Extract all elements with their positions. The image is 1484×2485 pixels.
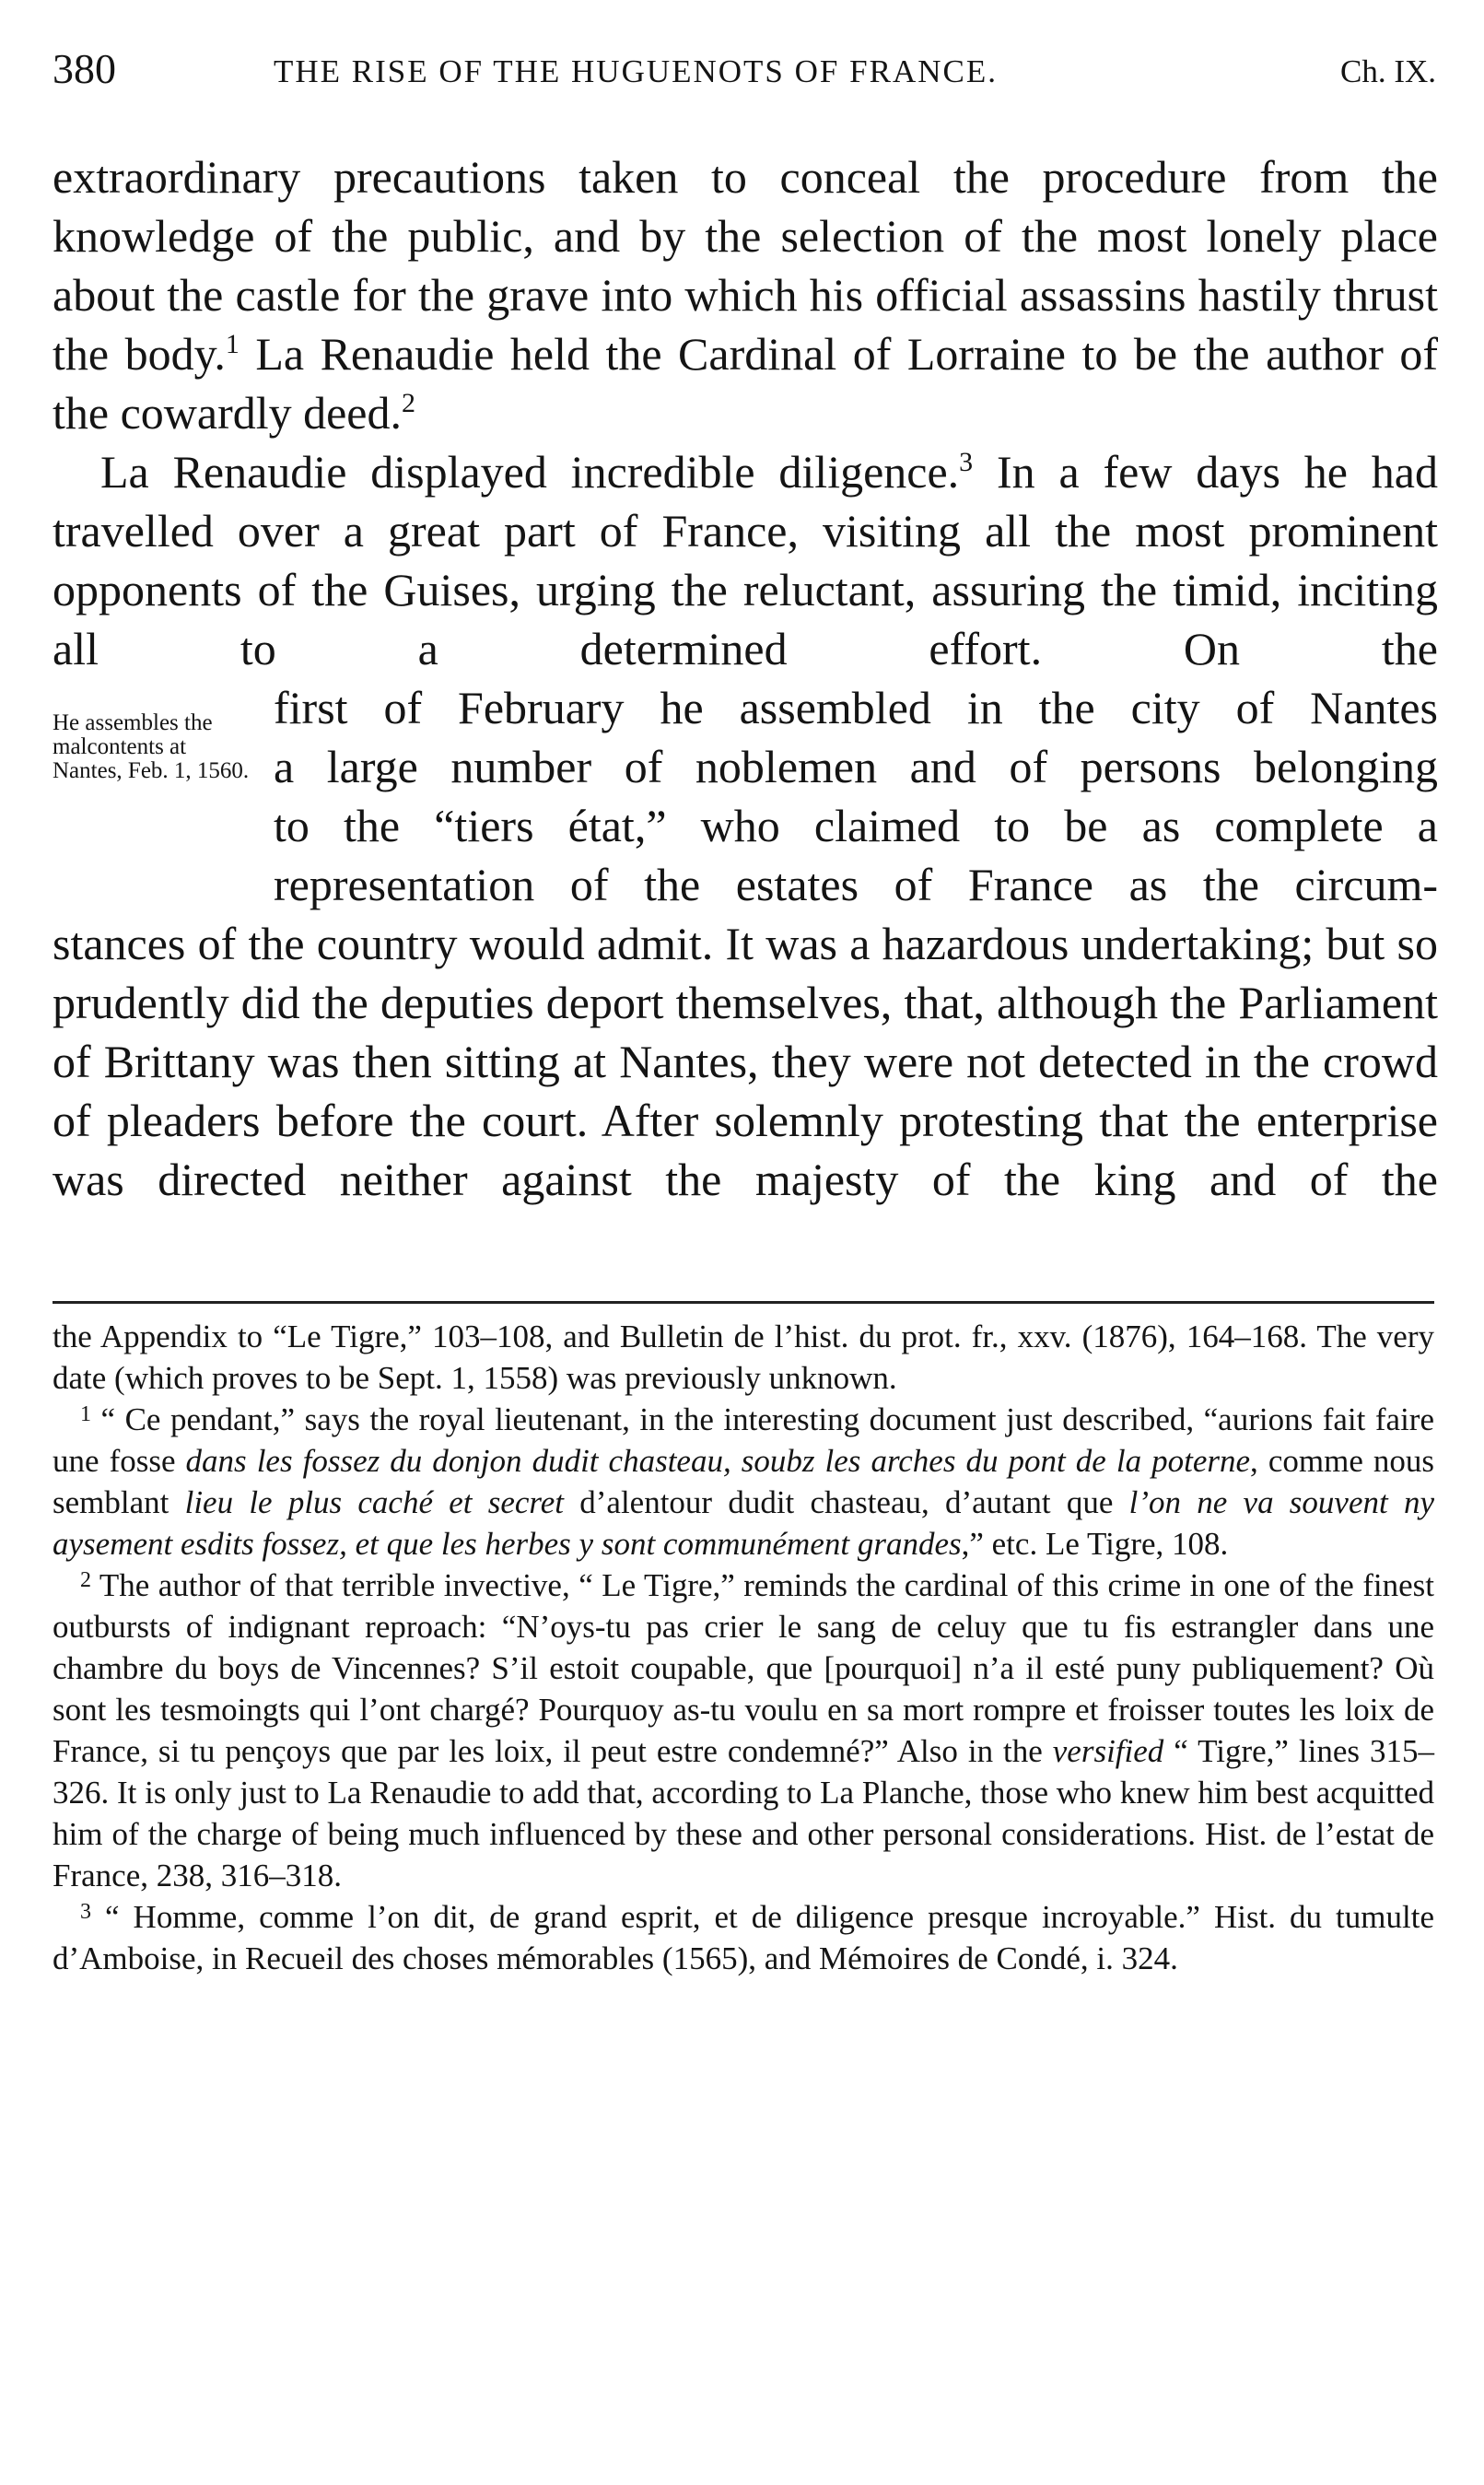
footnotes — [53, 1316, 1434, 1979]
indented-lines — [274, 678, 1438, 914]
chapter-label: Ch. IX. — [1339, 53, 1436, 89]
footnote-1 — [53, 1399, 1434, 1565]
footnote-ref-1: 1 — [225, 329, 240, 359]
footnote-1-italic: lieu le plus caché et secret — [184, 1484, 565, 1520]
indented-line: to the “tiers état,” who claimed to be as complete a — [274, 800, 1438, 851]
paragraph-1-part-a: extraordinary precautions taken to conceal the procedure from the knowledge of the public, and by the selection of the most lonely place about the castle for the grave into which his official assassins hastily thrust the body. — [53, 151, 1438, 380]
paragraph-2-opening — [53, 442, 1438, 678]
running-title: THE RISE OF THE HUGUENOTS OF FRANCE. — [274, 53, 998, 89]
indented-line: representation of the estates of France as the circum- — [274, 859, 1438, 910]
footnote-3-mark: 3 — [80, 1900, 91, 1924]
footnote-3 — [53, 1896, 1434, 1979]
marginal-note: He assembles the malcontents at Nantes, Feb. 1, 1560. — [53, 710, 250, 783]
footnote-2-mark: 2 — [80, 1568, 91, 1592]
footnote-2-text: The author of that terrible invective, “ Le Tigre,” reminds the cardinal of this crime in one of the finest outbursts of indignant reproach: “N’oys-tu pas crier le sang de celuy que tu fis estrangler dans une chambre du boys de Vincennes? S’il estoit coupable, que [pourquoi] n’a il esté puny publiquement? Où sont les tesmoingts qui l’ont chargé? Pourquoy as-tu voulu en sa mort rompre et froisser toutes les loix de France, si tu pençoys que par les loix, il peut estre condemné?” Also in the — [53, 1567, 1434, 1769]
footnote-1-mark: 1 — [80, 1402, 91, 1426]
footnote-divider — [53, 1301, 1434, 1304]
indented-line: a large number of noblemen and of persons belonging — [274, 741, 1438, 792]
footnote-ref-2: 2 — [402, 388, 416, 418]
footnote-2-italic: versified — [1052, 1733, 1164, 1769]
paragraph-1-part-b: La Renaudie held the Cardinal of Lorraine to be the author of the cowardly deed. — [53, 328, 1438, 439]
main-text — [53, 147, 1438, 1209]
indented-line: first of February he assembled in the city of Nantes — [274, 682, 1438, 733]
footnote-2-text: “ Tigre,” lines 315–326. It is only just to La Renaudie to add that, according to La Planche, those who knew him best acquitted him of the charge of being much influenced by these and other personal considerations. Hist. de l’estat de France, 238, 316–318. — [53, 1733, 1434, 1893]
footnote-ref-3: 3 — [959, 447, 974, 477]
page-number: 380 — [53, 45, 116, 92]
footnote-1-italic: l’on ne va souvent ny aysement esdits fossez, et que les herbes y sont communément grandes — [53, 1484, 1434, 1562]
paragraph-1 — [53, 147, 1438, 442]
running-header — [53, 37, 1436, 101]
paragraph-2-continuation: stances of the country would admit. It was a hazardous undertaking; but so prudently did the deputies deport themselves, that, although the Parliament of Brittany was then sitting at Nantes, they were not detected in the crowd of pleaders before the court. After solemnly protesting that the enterprise was directed neither against the majesty of the king and of the — [53, 918, 1438, 1205]
footnote-1-italic: dans les fossez du donjon dudit chasteau, soubz les arches du pont de la poterne — [185, 1443, 1251, 1479]
footnote-1-text: “ Ce pendant,” says the royal lieutenant, in the interesting document just described, “aurions fait faire une fosse — [53, 1401, 1434, 1479]
marginal-note-block — [53, 678, 1438, 914]
paragraph-2-part-a: La Renaudie displayed incredible diligence. — [100, 446, 960, 498]
paragraph-2-part-b: In a few days he had travelled over a great part of France, visiting all the most prominent opponents of the Guises, urging the reluctant, assuring the timid, inciting all to a determined effort. On the — [53, 446, 1438, 674]
footnote-1-text: d’alentour dudit chasteau, d’autant que — [564, 1484, 1129, 1520]
footnote-3-text: “ Homme, comme l’on dit, de grand esprit, et de diligence presque incroyable.” Hist. du tumulte d’Amboise, in Recueil des choses mémorables (1565), and Mémoires de Condé, i. 324. — [53, 1899, 1434, 1976]
footnote-2 — [53, 1565, 1434, 1896]
footnote-1-text: ,” etc. Le Tigre, 108. — [961, 1526, 1229, 1562]
footnote-continuation: the Appendix to “Le Tigre,” 103–108, and Bulletin de l’hist. du prot. fr., xxv. (1876), 164–168. The very date (which proves to be Sept. 1, 1558) was previously unknown. — [53, 1319, 1434, 1396]
footnote-1-text: , comme nous semblant — [53, 1443, 1435, 1520]
